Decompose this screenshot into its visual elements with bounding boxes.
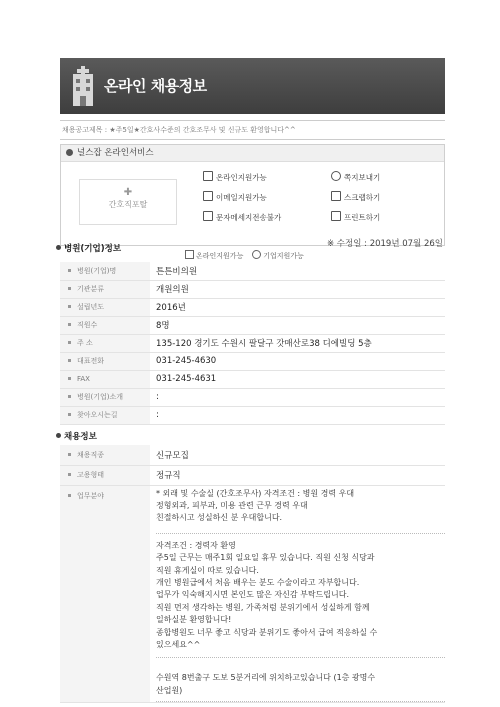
building-icon [70, 66, 96, 106]
table-row: 병원(기업)소개 : [60, 388, 445, 406]
table-row: 업무분야 * 외래 및 수술실 (간호조무사) 자격조건 : 병원 경력 우대 정형외과, 피부과, 미용 관련 근무 경력 우대 친절하시고 성실하신 분 우대합니다. 자격조건 : 경력자 환영 주5일 근무는 매주1회 일요일 휴무 있습니다. 직원 신청 식당과 직원 휴게실이 따로 있습니다. 개인 병원급에서 처음 배우는 분도 수술이라고 자부합니다. 업무가 익숙해지시면 본인도 많은 자신감 부탁드립니다. 직원 먼저 생각하는 병원, 가족처럼 분위기에서 성실하게 함께 일하실분 환영합니다! 종합병원도 너무 좋고 식당과 분위기도 좋아서 급여 적응하실 수 있으세요^^ 수원역 8번출구 도보 5분거리에 위치하고있습니다 (1층 광명수 산업원) [60, 485, 445, 703]
email-apply-button[interactable]: 이메일지원가능 [203, 191, 267, 203]
hospital-links [185, 250, 304, 261]
company-icon [252, 250, 261, 259]
hospital-logo [79, 179, 177, 225]
recruit-info-heading: 채용정보 [56, 430, 97, 442]
mail-icon [203, 191, 213, 201]
duty-description: * 외래 및 수술실 (간호조무사) 자격조건 : 병원 경력 우대 정형외과, 피부과, 미용 관련 근무 경력 우대 친절하시고 성실하신 분 우대합니다. [156, 488, 355, 523]
work-conditions: 자격조건 : 경력자 환영 주5일 근무는 매주1회 일요일 휴무 있습니다. 직원 신청 식당과 직원 휴게실이 따로 있습니다. 개인 병원급에서 처음 배우는 분도 수술이라고 자부합니다. 업무가 익숙해지시면 본인도 많은 자신감 부탁드립니다. 직원 먼저 생각하는 병원, 가족처럼 분위기에서 성실하게 함께 일하실분 환영합니다! 종합병원도 너무 좋고 식당과 분위기도 좋아서 급여 적응하실 수 있으세요^^ [156, 540, 378, 649]
online-service-box [60, 144, 445, 246]
scrap-button[interactable]: 스크랩하기 [331, 191, 380, 203]
posting-title-line: 채용공고제목 : ★주5일★간호사수준의 간호조무사 및 신규도 환영합니다^^ [60, 120, 445, 140]
bullet-icon [66, 149, 73, 156]
sms-button[interactable]: 문자메세지전송불가 [203, 211, 281, 223]
table-row: 대표전화 031-245-4630 [60, 352, 445, 370]
table-row: 주 소 135-120 경기도 수원시 팔달구 갓매산로38 디에빌딩 5층 [60, 334, 445, 352]
recruit-info-table [60, 445, 445, 703]
service-header [61, 145, 444, 162]
document-icon [185, 250, 194, 259]
job-posting-page [60, 58, 445, 695]
table-row: FAX 031-245-4631 [60, 370, 445, 388]
company-apply-link[interactable]: 기업지원가능 [252, 252, 304, 260]
location-description: 수원역 8번출구 도보 5분거리에 위치하고있습니다 (1층 광명수 산업원) [156, 673, 376, 695]
table-row: 직원수 8명 [60, 316, 445, 334]
print-button[interactable]: 프린트하기 [331, 211, 380, 223]
person-icon [331, 171, 341, 181]
logo-mark-icon: ✚ [123, 187, 133, 198]
modified-date: ※ 수정일 : 2019년 07월 26일 [326, 239, 443, 249]
hospital-info-heading: 병원(기업)정보 [56, 242, 121, 254]
table-row: 병원(기업)명 튼튼비의원 [60, 262, 445, 280]
online-apply-button[interactable]: 온라인지원가능 [203, 171, 267, 183]
copy-icon [331, 191, 341, 201]
table-row: 찾아오시는길 : [60, 406, 445, 424]
header-banner [60, 58, 445, 114]
table-row: 고용형태 정규직 [60, 465, 445, 485]
online-apply-link[interactable]: 온라인지원가능 [185, 252, 243, 260]
bullet-icon [56, 245, 61, 250]
page-title: 온라인 채용정보 [104, 77, 207, 95]
logo-text: 간호직포탈 [108, 200, 148, 209]
phone-icon [203, 211, 213, 221]
print-icon [331, 211, 341, 221]
table-row: 설립년도 2016년 [60, 298, 445, 316]
bullet-icon [56, 433, 61, 438]
send-note-button[interactable]: 쪽지보내기 [331, 171, 380, 183]
table-row: 채용직종 신규모집 [60, 445, 445, 465]
document-icon [203, 171, 213, 181]
table-row: 기관분류 개원의원 [60, 280, 445, 298]
service-title: 널스잡 온라인서비스 [77, 148, 154, 158]
hospital-info-table [60, 262, 445, 425]
